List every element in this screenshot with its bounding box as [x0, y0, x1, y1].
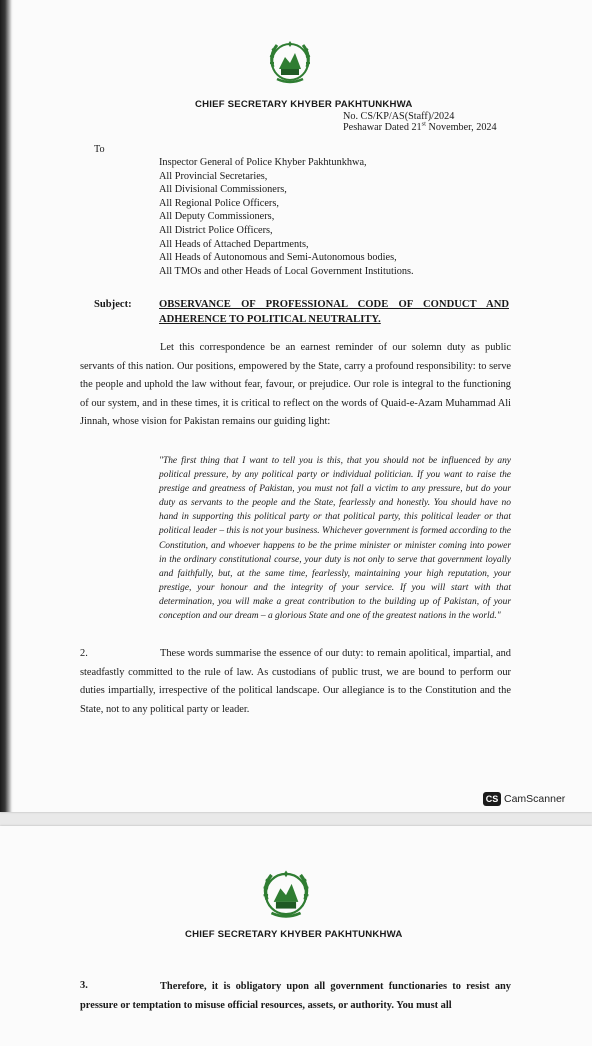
date-suffix: November, 2024	[426, 122, 497, 133]
paragraph-3: Therefore, it is obligatory upon all government functionaries to resist any pressure or temptation to misuse official resources, assets, or authority. You must all	[80, 981, 511, 1011]
scan-binding-edge	[0, 0, 14, 812]
addressee-item: All District Police Officers,	[159, 224, 273, 236]
addressee-item: All TMOs and other Heads of Local Government Institutions.	[159, 265, 414, 277]
camscanner-watermark: CamScanner	[504, 793, 566, 805]
date-prefix: Peshawar Dated 21	[343, 122, 422, 133]
reference-number: No. CS/KP/AS(Staff)/2024	[343, 111, 455, 122]
addressee-item: Inspector General of Police Khyber Pakhtunkhwa,	[159, 157, 367, 168]
addressee-item: All Heads of Attached Departments,	[159, 238, 309, 250]
to-label: To	[94, 144, 105, 155]
paragraph-2-number: 2.	[80, 648, 88, 659]
date-superscript: st	[421, 120, 426, 128]
letter-page-2	[0, 826, 592, 1046]
paragraph-3-number: 3.	[80, 980, 88, 991]
letterhead-title: CHIEF SECRETARY KHYBER PAKHTUNKHWA	[195, 99, 413, 110]
letter-date	[343, 122, 497, 133]
subject-label: Subject:	[94, 299, 132, 310]
camscanner-logo-icon: CS	[483, 792, 501, 806]
addressee-item: All Deputy Commissioners,	[159, 211, 275, 223]
kp-government-emblem-icon	[258, 866, 314, 922]
jinnah-quote: "The first thing that I want to tell you is this, that you should not be influenced by any political pressure, by any political party or individual politician. If you want to raise the prestige and greatness of Pakistan, you must not fall a victim to any pressure, but do your duty as servants to the people and the State, fearlessly and honestly. You should have no hand in supporting this political party or that political party, this political leader or that political leader – this is not your business. Whichever government is formed according to the Constitution, and whoever happens to be the prime minister or minister coming into power in the ordinary constitutional course, your duty is not only to serve that government loyally and faithfully, but, at the same time, fearlessly, maintaining your high reputation, your prestige, your honour and the integrity of your service. If you will start with that determination, you will make a great contribution to the building up of Pakistan, of your conception and our dream – a glorious State and one of the greatest nations in the world."	[159, 456, 511, 622]
letterhead-title: CHIEF SECRETARY KHYBER PAKHTUNKHWA	[185, 929, 403, 940]
kp-government-emblem-icon	[265, 37, 315, 87]
paragraph-2: These words summarise the essence of our duty: to remain apolitical, impartial, and steadfastly committed to the rule of law. As custodians of public trust, we are bound to perform our duties impartially, irrespective of the political landscape. Our allegiance is to the Constitution and the State, not to any political party or leader.	[80, 648, 511, 715]
addressee-item: All Provincial Secretaries,	[159, 170, 268, 182]
addressee-item: All Regional Police Officers,	[159, 197, 279, 209]
addressee-item: All Divisional Commissioners,	[159, 184, 287, 196]
paragraph-1: Let this correspondence be an earnest reminder of our solemn duty as public servants of this nation. Our positions, empowered by the State, carry a profound responsibility: to serve the people and uphold the law without fear, favour, or prejudice. Our role is integral to the functioning of our system, and in these times, it is critical to reflect on the words of Quaid-e-Azam Muhammad Ali Jinnah, whose vision for Pakistan remains our guiding light:	[80, 342, 511, 428]
addressee-item: All Heads of Autonomous and Semi-Autonomous bodies,	[159, 252, 397, 264]
addressee-list	[159, 156, 414, 278]
subject-text: OBSERVANCE OF PROFESSIONAL CODE OF CONDUCT AND ADHERENCE TO POLITICAL NEUTRALITY.	[159, 299, 509, 325]
